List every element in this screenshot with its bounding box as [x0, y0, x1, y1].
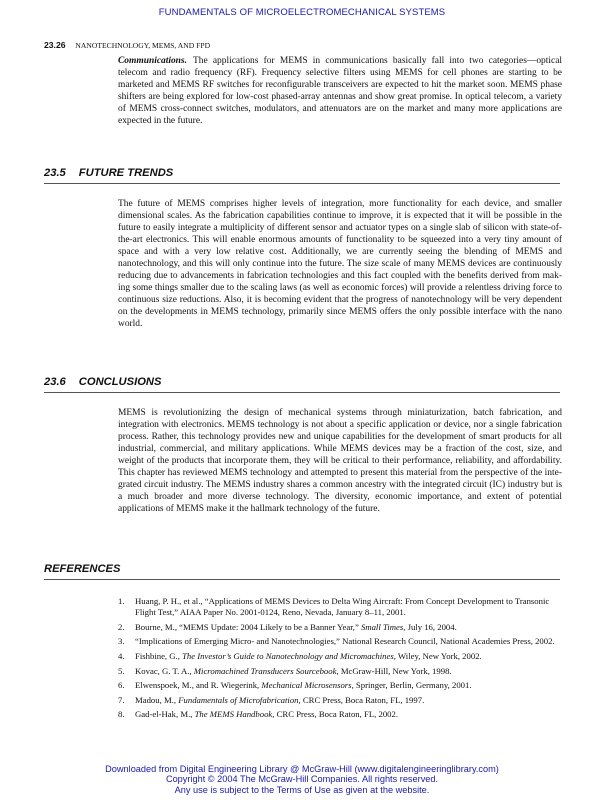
reference-title: The MEMS Handbook [194, 709, 273, 720]
section-rule [44, 183, 560, 184]
reference-details: , McGraw-Hill, New York, 1998. [336, 665, 452, 676]
reference-text: Madou, M., [135, 694, 179, 705]
section-heading-conclusions [44, 376, 161, 388]
section-rule [44, 392, 560, 393]
communications-paragraph [118, 55, 562, 127]
book-title-banner: FUNDAMENTALS OF MICROELECTROMECHANICAL SYSTEMS [158, 7, 446, 18]
reference-number: 2. [118, 621, 125, 632]
download-footer [0, 764, 604, 795]
reference-text: Bourne, M., “MEMS Update: 2004 Likely to be a Banner Year,” [135, 621, 361, 632]
reference-title: The Investor’s Guide to Nanotechnology and Micromachines [182, 650, 394, 661]
reference-text: Gad-el-Hak, M., [135, 709, 195, 720]
reference-item [118, 709, 568, 720]
reference-text: “Implications of Emerging Micro- and Nanotechnologies,” National Research Council, National Academies Press, 2002. [135, 636, 555, 647]
communications-lead: Communications. [118, 56, 187, 66]
footer-download-line[interactable]: Downloaded from Digital Engineering Library @ McGraw-Hill (www.digitalengineeringlibrary.com) [105, 764, 499, 774]
reference-item [118, 695, 568, 706]
reference-details: , CRC Press, Boca Raton, FL, 1997. [298, 694, 425, 705]
reference-text: Fishbine, G., [135, 650, 183, 661]
reference-number: 6. [118, 680, 125, 691]
reference-item [118, 636, 568, 647]
reference-title: Small Times [360, 621, 404, 632]
future-trends-paragraph: The future of MEMS comprises higher levels of integration, more functionality for each device, and smaller dimensional scales. As the fabrication capabilities continue to improve, it is expected that it will be possible in the future to easily integrate a multiplicity of different sensor and actuator types on a single slab of silicon with state-of-the-art electronics. This will enable enormous amounts of functionality to be squeezed into a very tiny amount of space and with a very low relative cost. Additionally, we are currently seeing the blending of MEMS and nanotechnology, and this will only continue into the future. The size scale of many MEMS devices are continuously reducing due to advancements in fabrication technologies and this fact coupled with the benefits derived from making some things smaller due to the scaling laws (as well as economic forces) will provide a relentless driving force to continuous size reductions. Also, it is becoming evident that the progress of nanotechnology will be very dependent on the developments in MEMS technology, primarily since MEMS offers the only possible interface with the nano world. [118, 199, 562, 330]
section-heading-references: REFERENCES [44, 563, 121, 575]
reference-text: Elwenspoek, M., and R. Wiegerink, [135, 680, 262, 691]
reference-item [118, 622, 568, 633]
reference-details: , CRC Press, Boca Raton, FL, 2002. [272, 709, 399, 720]
reference-number: 5. [118, 665, 125, 676]
reference-number: 7. [118, 694, 125, 705]
reference-details: , Wiley, New York, 2002. [393, 650, 482, 661]
page-number: 23.26 [44, 40, 66, 50]
reference-title: Mechanical Microsensors [261, 680, 352, 691]
reference-details: , July 16, 2004. [403, 621, 457, 632]
communications-text: The applications for MEMS in communications basically fall into two categories—optical telecom and radio frequency (RF). Frequency selective filters using MEMS for cell phones are starting to be marketed and MEMS RF switches for reconfigurable transceivers are expected to hit the market soon. MEMS phase shifters are being explored for low-cost phased-array antennas and show great promise. In optical telecom, a variety of MEMS cross-connect switches, modulators, and attenuators are on the market and many more applications are expected in the future. [118, 56, 562, 127]
footer-terms-line[interactable]: Any use is subject to the Terms of Use as given at the website. [174, 784, 430, 795]
reference-details: , Springer, Berlin, Germany, 2001. [351, 680, 472, 691]
chapter-running-title: NANOTECHNOLOGY, MEMS, AND FPD [75, 41, 211, 50]
running-head [44, 40, 210, 50]
reference-text: Kovac, G. T. A., [135, 665, 194, 676]
footer-copyright-line: Copyright © 2004 The McGraw-Hill Companies. All rights reserved. [165, 774, 439, 785]
reference-number: 3. [118, 636, 125, 647]
reference-item [118, 666, 568, 677]
section-rule [44, 579, 560, 580]
reference-title: Micromachined Transducers Sourcebook [193, 665, 337, 676]
section-heading-future-trends [44, 167, 173, 179]
section-number: 23.5 [44, 167, 66, 179]
section-number: 23.6 [44, 376, 66, 388]
reference-number: 4. [118, 650, 125, 661]
reference-item [118, 651, 568, 662]
section-title: CONCLUSIONS [78, 376, 162, 388]
reference-title: Fundamentals of Microfabrication [178, 694, 299, 705]
reference-number: 1. [118, 596, 125, 606]
reference-list [118, 596, 568, 724]
reference-text: Huang, P. H., et al., “Applications of MEMS Devices to Delta Wing Aircraft: From Concept Development to Transonic Flight Test,” AIAA Paper No. 2001-0124, Reno, Nevada, January 8–11, 2001. [135, 596, 550, 618]
conclusions-paragraph: MEMS is revolutionizing the design of mechanical systems through miniaturization, batch fabrication, and integration with electronics. MEMS technology is not about a specific application or device, nor a single fabrication process. Rather, this technology provides new and unique capabilities for the development of smart products for all industrial, commercial, and military applications. While MEMS devices may be a fraction of the cost, size, and weight of the products that incorporate them, they will be critical to their performance, reliability, and affordability. This chapter has reviewed MEMS technology and attempted to present this material from the perspective of the integrated circuit industry. The MEMS industry shares a common ancestry with the integrated circuit (IC) industry but is a much broader and more diverse technology. The diversity, economic importance, and extent of potential applications of MEMS make it the hallmark technology of the future. [118, 408, 562, 515]
reference-number: 8. [118, 709, 125, 720]
section-title: FUTURE TRENDS [78, 167, 174, 179]
reference-item [118, 680, 568, 691]
reference-item [118, 596, 568, 618]
